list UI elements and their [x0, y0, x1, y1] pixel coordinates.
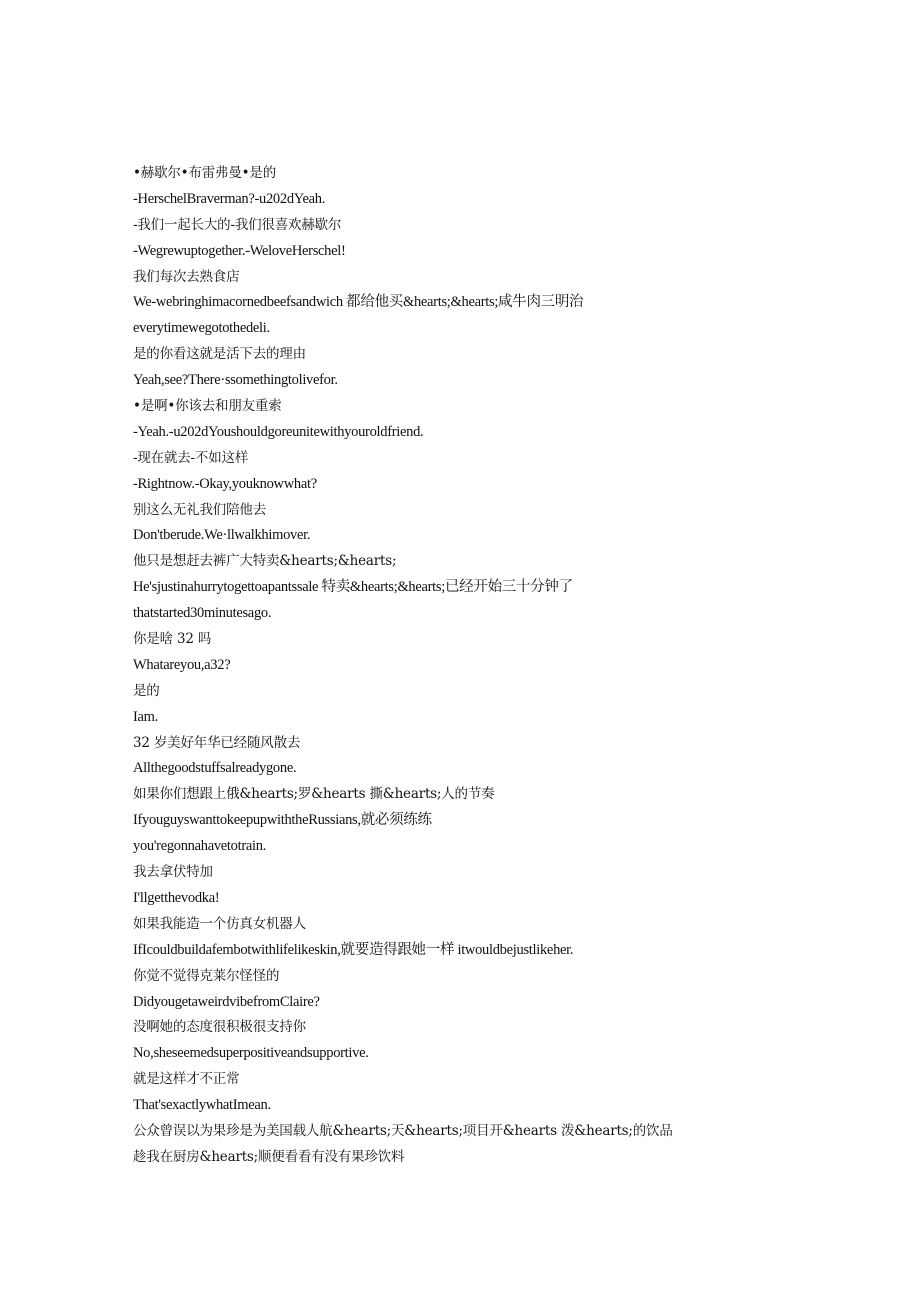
subtitle-line-english: Whatareyou,a32? [133, 656, 231, 673]
subtitle-line-chinese: 就是这样才不正常 [133, 1071, 240, 1088]
subtitle-line-chinese: 趁我在厨房&hearts;顺便看看有没有果珍饮料 [133, 1148, 405, 1165]
subtitle-line-english: -Rightnow.-Okay,youknowwhat? [133, 475, 317, 492]
subtitle-line-chinese: -现在就去-不如这样 [133, 449, 249, 466]
subtitle-line-english: Iam. [133, 708, 158, 725]
subtitle-line-chinese: 是的 [133, 682, 160, 699]
subtitle-line-chinese: 如果我能造一个仿真女机器人 [133, 915, 306, 932]
subtitle-line-english: IfIcouldbuildafembotwithlifelikeskin,就要造得跟她一样 itwouldbejustlikeher. [133, 941, 574, 958]
subtitle-line-english: -HerschelBraverman?-u202dYeah. [133, 190, 326, 207]
subtitle-line-english: Don'tberude.We·llwalkhimover. [133, 527, 311, 544]
subtitle-line-chinese: 我去拿伏特加 [133, 864, 213, 881]
subtitle-line-chinese: 别这么无礼我们陪他去 [133, 501, 266, 518]
subtitle-line-chinese: 没啊她的态度很积极很支持你 [133, 1019, 306, 1036]
subtitle-line-chinese: •是啊•你该去和朋友重索 [133, 398, 282, 415]
subtitle-line-chinese: •赫歇尔•布雷弗曼•是的 [133, 165, 276, 181]
subtitle-line-chinese: 32 岁美好年华已经随风散去 [133, 734, 301, 751]
subtitle-line-chinese: 公众曾误以为果珍是为美国载人航&hearts;天&hearts;项目开&hearts 泼&hearts;的饮品 [133, 1122, 673, 1139]
subtitle-line-english: No,sheseemedsuperpositiveandsupportive. [133, 1045, 369, 1062]
subtitle-line-english: thatstarted30minutesago. [133, 605, 272, 622]
subtitle-line-english: I'llgetthevodka! [133, 889, 220, 906]
subtitle-line-english: Allthegoodstuffsalreadygone. [133, 760, 297, 777]
subtitle-transcript [133, 161, 873, 1171]
subtitle-line-chinese: 你是啥 32 吗 [133, 631, 212, 648]
subtitle-line-english: you'regonnahavetotrain. [133, 838, 267, 855]
subtitle-line-english: everytimewegotothedeli. [133, 320, 270, 337]
subtitle-line-english: -Wegrewuptogether.-WeloveHerschel! [133, 242, 346, 259]
subtitle-line-english: -Yeah.-u202dYoushouldgoreunitewithyouroldfriend. [133, 423, 424, 440]
subtitle-line-chinese: 如果你们想跟上俄&hearts;罗&hearts 撕&hearts;人的节奏 [133, 786, 495, 803]
subtitle-line-english: We-webringhimacornedbeefsandwich 都给他买&hearts;&hearts;咸牛肉三明治 [133, 294, 584, 311]
subtitle-line-chinese: 他只是想赶去裤广大特卖&hearts;&hearts; [133, 553, 397, 570]
subtitle-line-english: DidyougetaweirdvibefromClaire? [133, 993, 320, 1010]
subtitle-line-english: That'sexactlywhatImean. [133, 1097, 271, 1114]
subtitle-line-english: He'sjustinahurrytogettoapantssale 特卖&hearts;&hearts;已经开始三十分钟了 [133, 579, 573, 596]
subtitle-line-english: Yeah,see?There·ssomethingtolivefor. [133, 372, 338, 389]
subtitle-line-chinese: 是的你看这就是活下去的理由 [133, 346, 306, 363]
subtitle-line-chinese: 我们每次去熟食店 [133, 268, 240, 285]
subtitle-line-chinese: 你觉不觉得克莱尔怪怪的 [133, 967, 280, 984]
subtitle-line-english: IfyouguyswanttokeepupwiththeRussians,就必须练练 [133, 812, 432, 829]
subtitle-line-chinese: -我们一起长大的-我们很喜欢赫歇尔 [133, 216, 342, 233]
